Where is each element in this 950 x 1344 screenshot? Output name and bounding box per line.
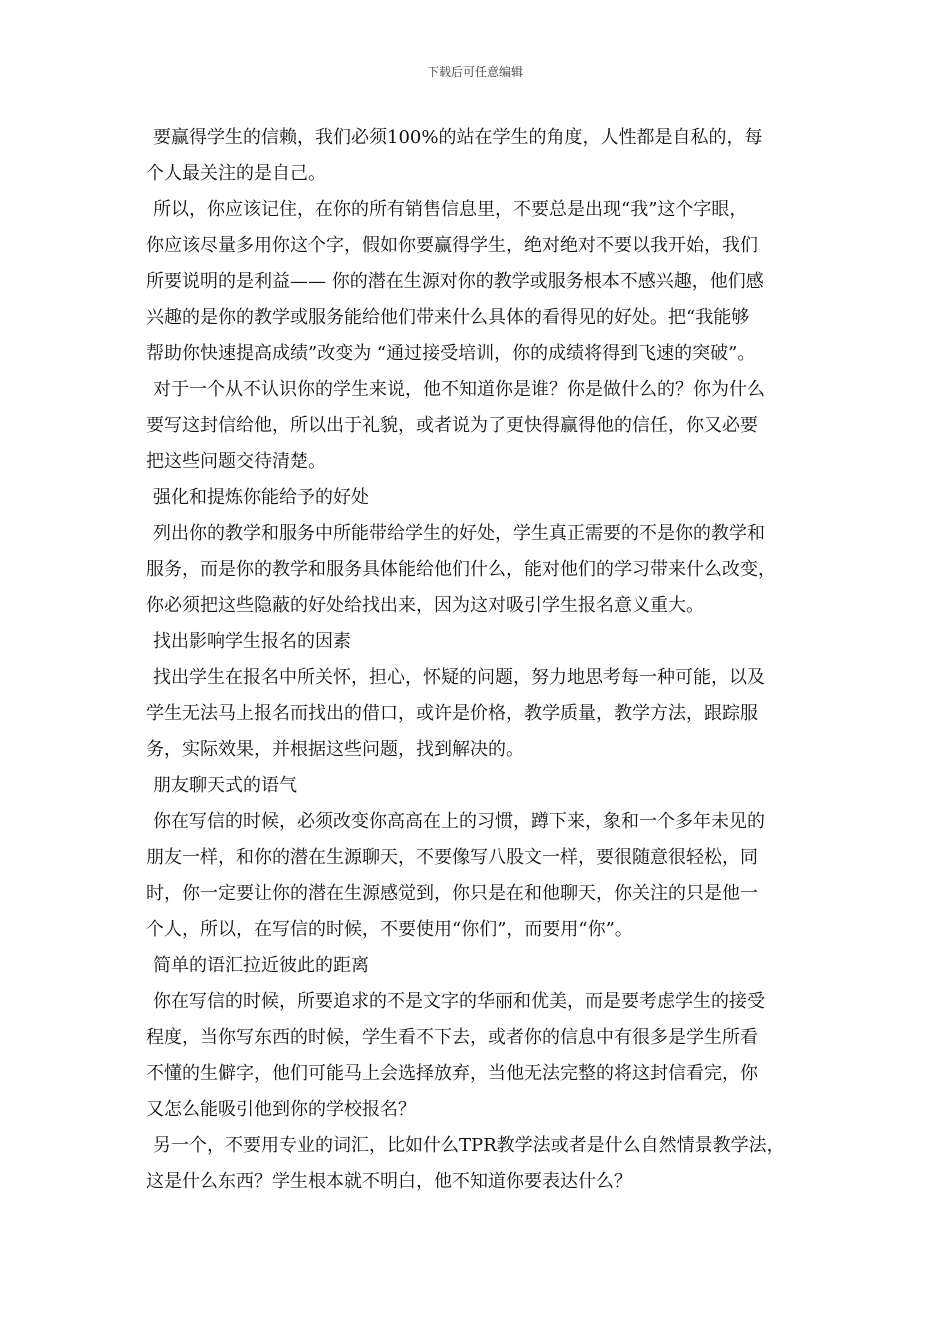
- text-line: 服务，而是你的教学和服务具体能给他们什么，能对他们的学习带来什么改变，: [146, 559, 776, 580]
- text-line: 个人，所以，在写信的时候，不要使用“你们”，而要用“你”。: [146, 919, 633, 940]
- text-line: 要写这封信给他，所以出于礼貌，或者说为了更快得赢得他的信任，你又必要: [146, 415, 758, 436]
- text-line: 不懂的生僻字，他们可能马上会选择放弃，当他无法完整的将这封信看完，你: [146, 1063, 758, 1084]
- text-line: 另一个，不要用专业的词汇，比如什么TPR教学法或者是什么自然情景教学法，: [153, 1135, 785, 1156]
- text-line: 对于一个从不认识你的学生来说，他不知道你是谁？你是做什么的？你为什么: [153, 379, 765, 400]
- page-header: 下载后可任意编辑: [426, 65, 523, 79]
- text-line: 个人最关注的是自己。: [146, 163, 326, 184]
- text-line: 时，你一定要让你的潜在生源感觉到，你只是在和他聊天，你关注的只是他一: [146, 883, 758, 904]
- text-line: 这是什么东西？学生根本就不明白，他不知道你要表达什么？: [146, 1171, 632, 1192]
- text-line: 务，实际效果，并根据这些问题，找到解决的。: [146, 739, 524, 760]
- text-line: 又怎么能吸引他到你的学校报名？: [146, 1099, 416, 1120]
- text-line: 找出学生在报名中所关怀，担心，怀疑的问题，努力地思考每一种可能，以及: [153, 667, 765, 688]
- section-heading: 强化和提炼你能给予的好处: [153, 487, 369, 508]
- text-line: 所以，你应该记住，在你的所有销售信息里，不要总是出现“我”这个字眼，: [153, 199, 748, 220]
- text-line: 学生无法马上报名而找出的借口，或许是价格，教学质量，教学方法，跟踪服: [146, 703, 758, 724]
- text-line: 要赢得学生的信赖，我们必须100%的站在学生的角度，人性都是自私的，每: [153, 127, 763, 148]
- section-heading: 简单的语汇拉近彼此的距离: [153, 955, 369, 976]
- text-line: 你应该尽量多用你这个字，假如你要赢得学生，绝对绝对不要以我开始，我们: [146, 235, 758, 256]
- text-line: 你在写信的时候，必须改变你高高在上的习惯，蹲下来，象和一个多年未见的: [153, 811, 765, 832]
- text-line: 列出你的教学和服务中所能带给学生的好处，学生真正需要的不是你的教学和: [153, 523, 765, 544]
- section-heading: 找出影响学生报名的因素: [153, 631, 351, 652]
- text-line: 所要说明的是利益—— 你的潜在生源对你的教学或服务根本不感兴趣，他们感: [146, 271, 764, 292]
- text-line: 兴趣的是你的教学或服务能给他们带来什么具体的看得见的好处。把“我能够: [146, 307, 750, 328]
- text-line: 程度，当你写东西的时候，学生看不下去，或者你的信息中有很多是学生所看: [146, 1027, 758, 1048]
- text-line: 帮助你快速提高成绩”改变为 “通过接受培训，你的成绩将得到飞速的突破”。: [146, 343, 756, 364]
- section-heading: 朋友聊天式的语气: [153, 775, 297, 796]
- text-line: 你在写信的时候，所要追求的不是文字的华丽和优美，而是要考虑学生的接受: [153, 991, 765, 1012]
- text-line: 朋友一样，和你的潜在生源聊天，不要像写八股文一样，要很随意很轻松，同: [146, 847, 758, 868]
- text-line: 你必须把这些隐蔽的好处给找出来，因为这对吸引学生报名意义重大。: [146, 595, 704, 616]
- text-line: 把这些问题交待清楚。: [146, 451, 326, 472]
- document-body: [146, 120, 818, 1200]
